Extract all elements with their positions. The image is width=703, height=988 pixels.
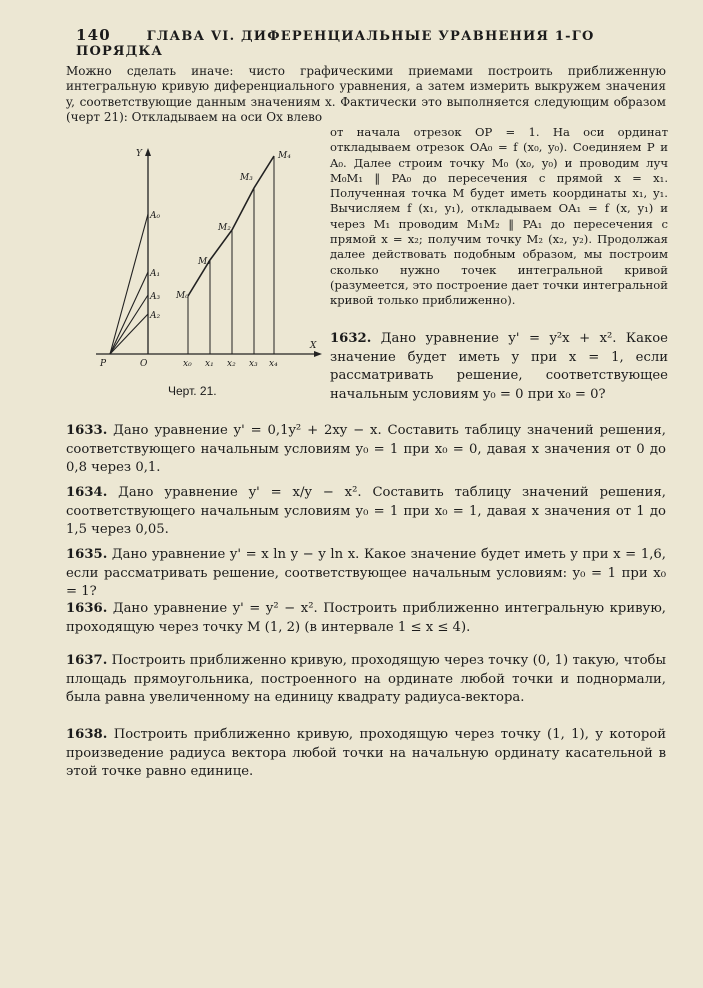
problem-text: Дано уравнение y' = x/y − x². Составить таблицу значений решения, соответствующего начальным условиям y₀ = 1 при x₀ = 1, давая x значения от 1 до 1,5 через 0,05. (66, 485, 666, 538)
intro-continuation: от начала отрезок OP = 1. На оси ординат откладываем отрезок OA₀ = f (x₀, y₀). Соединяем P и A₀. Далее строим точку M₀ (x₀, y₀) и проводим луч M₀M₁ ‖ PA₀ до пересечения с прямой x = x₁. Полученная точка M будет иметь координаты x₁, y₁. Вычисляем f (x₁, y₁), откладываем OA₁ = f (x, y₁) и через M₁ проводим M₁M₂ ‖ PA₁ до пересечения с прямой x = x₂; получим точку M₂ (x₂, y₂). Продолжая далее действовать подобным образом, мы построим сколько нужно точек интегральной кривой (разумеется, это построение дает точки интегральной кривой только приближенно). (330, 125, 668, 308)
label-y: Y (136, 149, 142, 159)
integral-curve (188, 156, 274, 296)
label-m1: M₁ (198, 257, 211, 267)
figure-21 (96, 142, 326, 374)
label-x3: x₃ (249, 359, 258, 369)
label-a1: A₁ (150, 269, 161, 279)
problem-number: 1636. (66, 601, 108, 616)
problem-1634 (66, 484, 666, 540)
problem-1633 (66, 422, 666, 478)
problem-number: 1635. (66, 547, 108, 562)
problem-number: 1634. (66, 485, 108, 500)
problem-number: 1632. (330, 331, 372, 346)
label-x0: x₀ (183, 359, 192, 369)
problem-text: Дано уравнение y' = 0,1y² + 2xy − x. Составить таблицу значений решения, соответствующего начальным условиям y₀ = 1 при x₀ = 0, давая x значения от 0 до 0,8 через 0,1. (66, 423, 666, 476)
label-a2: A₂ (150, 311, 161, 321)
intro-paragraph: Можно сделать иначе: чисто графическими приемами построить приближенную интегральную кривую диференциального уравнения, а затем измерить выкружем значения y, соответствующие данным значениям x. Фактически это выполняется следующим образом (черт 21): Откладываем на оси Ox влево (66, 64, 666, 125)
problem-text: Дано уравнение y' = x ln y − y ln x. Какое значение будет иметь y при x = 1,6, если рассматривать решение, соответствующее начальным условиям: y₀ = 1 при x₀ = 1? (66, 547, 666, 600)
problem-1638 (66, 726, 666, 782)
figure-caption: Черт. 21. (168, 384, 217, 398)
label-x4: x₄ (269, 359, 278, 369)
problem-1637 (66, 652, 666, 708)
problem-1632 (330, 330, 668, 404)
page-header (76, 26, 636, 59)
problem-number: 1633. (66, 423, 108, 438)
label-p: P (100, 359, 107, 369)
label-x-axis: X (310, 341, 317, 351)
label-m4: M₄ (278, 151, 291, 161)
problem-number: 1638. (66, 727, 108, 742)
problem-1635 (66, 546, 666, 602)
label-x2: x₂ (227, 359, 236, 369)
label-o: O (140, 359, 148, 369)
problem-text: Построить приближенно кривую, проходящую через точку (0, 1) такую, чтобы площадь прямоугольника, построенного на ординате любой точки и поднормали, была равна увеличенному на единицу квадрату радиуса-вектора. (66, 653, 666, 706)
problem-text: Дано уравнение y' = y² − x². Построить приближенно интегральную кривую, проходящую через точку M (1, 2) (в интервале 1 ≤ x ≤ 4). (66, 601, 666, 635)
problem-number: 1637. (66, 653, 108, 668)
label-a3: A₃ (150, 292, 161, 302)
page-number: 140 (76, 26, 111, 44)
problem-text: Дано уравнение y' = y²x + x². Какое значение будет иметь y при x = 1, если рассматривать решение, соответствующее начальным условиям y₀ = 0 при x₀ = 0? (330, 331, 668, 402)
problem-text: Построить приближенно кривую, проходящую через точку (1, 1), у которой произведение радиуса вектора любой точки на начальную ординату касательной в этой точке равно единице. (66, 727, 666, 780)
label-x1: x₁ (205, 359, 214, 369)
label-a0: A₀ (150, 211, 161, 221)
label-m2: M₂ (218, 223, 231, 233)
label-m0: M₀ (176, 291, 189, 301)
chapter-title: ГЛАВА VI. ДИФЕРЕНЦИАЛЬНЫЕ УРАВНЕНИЯ 1-ГО ПОРЯДКА (76, 29, 595, 59)
label-m3: M₃ (240, 173, 253, 183)
problem-1636 (66, 600, 666, 637)
